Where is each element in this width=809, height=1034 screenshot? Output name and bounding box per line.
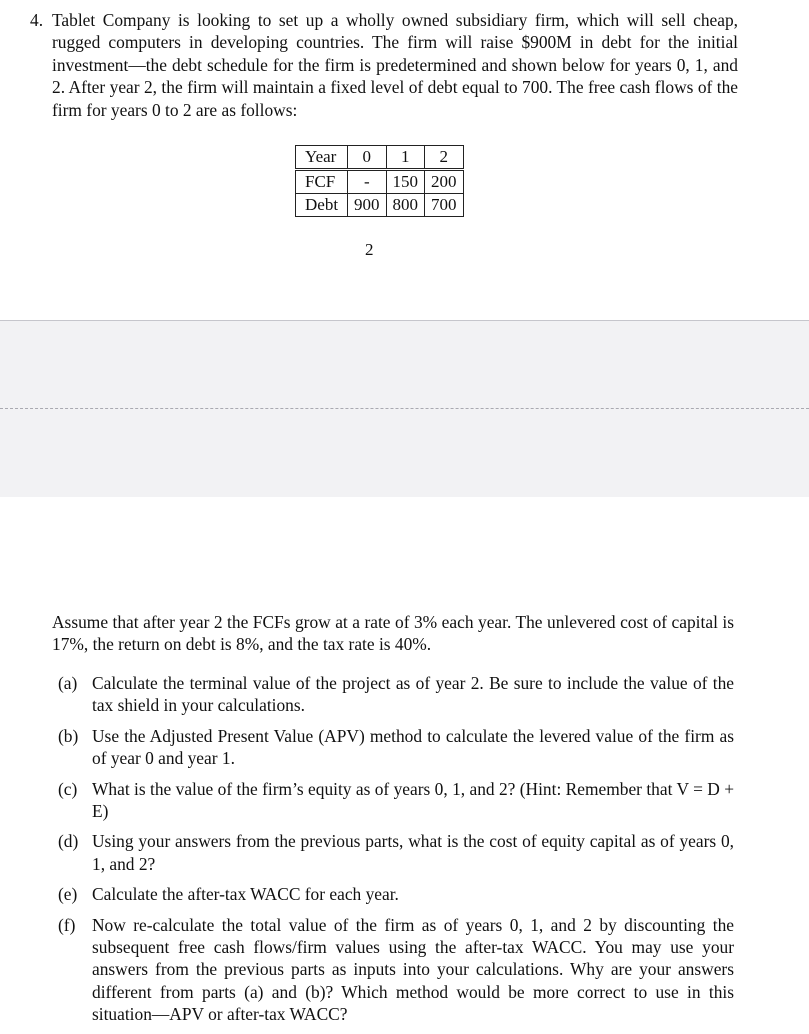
part-label: (c) xyxy=(58,778,78,799)
table-cell: 150 xyxy=(386,170,425,194)
table-cell: 1 xyxy=(386,146,425,170)
table-row xyxy=(296,170,464,194)
problem-statement xyxy=(30,9,738,121)
part-text: Calculate the terminal value of the project as of year 2. Be sure to include the value of the tax shield in your calculations. xyxy=(92,673,734,716)
page-gap xyxy=(0,320,809,498)
problem-text: Tablet Company is looking to set up a wholly owned subsidiary firm, which will sell cheap, rugged computers in developing countries. The firm will raise $900M in debt for the initial investment—the debt schedule for the firm is predetermined and shown below for years 0, 1, and 2. After year 2, the firm will maintain a fixed level of debt equal to 700. The free cash flows of the firm for years 0 to 2 are as follows: xyxy=(52,10,738,120)
assumptions-paragraph: Assume that after year 2 the FCFs grow at a rate of 3% each year. The unlevered cost of capital is 17%, the return on debt is 8%, and the tax rate is 40%. xyxy=(52,612,734,655)
page-number: 2 xyxy=(365,240,374,259)
question-part-d xyxy=(52,830,734,875)
table-cell: 900 xyxy=(348,194,387,217)
question-part-e xyxy=(52,883,734,905)
part-label: (e) xyxy=(58,884,78,905)
table-cell: 200 xyxy=(425,170,464,194)
part-label: (f) xyxy=(58,914,76,935)
part-label: (b) xyxy=(58,725,79,746)
question-part-a xyxy=(52,672,734,717)
part-text: Now re-calculate the total value of the firm as of years 0, 1, and 2 by discounting the subsequent free cash flows/firm values using the after-tax WACC. You may use your answers from the previous parts as inputs into your calculations. Why are your answers different from parts (a) and (b)? Which method would be more correct to use in this situation—APV or after-tax WACC? xyxy=(92,914,734,1025)
table-row xyxy=(296,194,464,217)
problem-number: 4. xyxy=(30,10,44,30)
table-cell: FCF xyxy=(296,170,348,194)
part-text: Using your answers from the previous parts, what is the cost of equity capital as of years 0, 1, and 2? xyxy=(92,831,734,874)
page-top xyxy=(0,0,809,320)
table-header-row xyxy=(296,146,464,170)
table-cell: Debt xyxy=(296,194,348,217)
table-cell: Year xyxy=(296,146,348,170)
table-cell: - xyxy=(348,170,387,194)
page-break-divider xyxy=(0,408,809,409)
part-label: (d) xyxy=(58,831,79,852)
question-part-f xyxy=(52,914,734,1026)
part-label: (a) xyxy=(58,673,78,693)
cash-flow-table xyxy=(295,145,464,217)
question-part-b xyxy=(52,725,734,770)
table-cell: 2 xyxy=(425,146,464,170)
part-text: Use the Adjusted Present Value (APV) method to calculate the levered value of the firm as of year 0 and year 1. xyxy=(92,725,734,769)
question-parts-list xyxy=(52,672,734,1034)
table-cell: 0 xyxy=(348,146,387,170)
part-text: What is the value of the firm’s equity as of years 0, 1, and 2? (Hint: Remember that V = D + E) xyxy=(92,778,734,822)
table-cell: 800 xyxy=(386,194,425,217)
page-bottom xyxy=(0,497,809,1024)
question-part-c xyxy=(52,778,734,823)
table-cell: 700 xyxy=(425,194,464,217)
part-text: Calculate the after-tax WACC for each year. xyxy=(92,884,399,905)
